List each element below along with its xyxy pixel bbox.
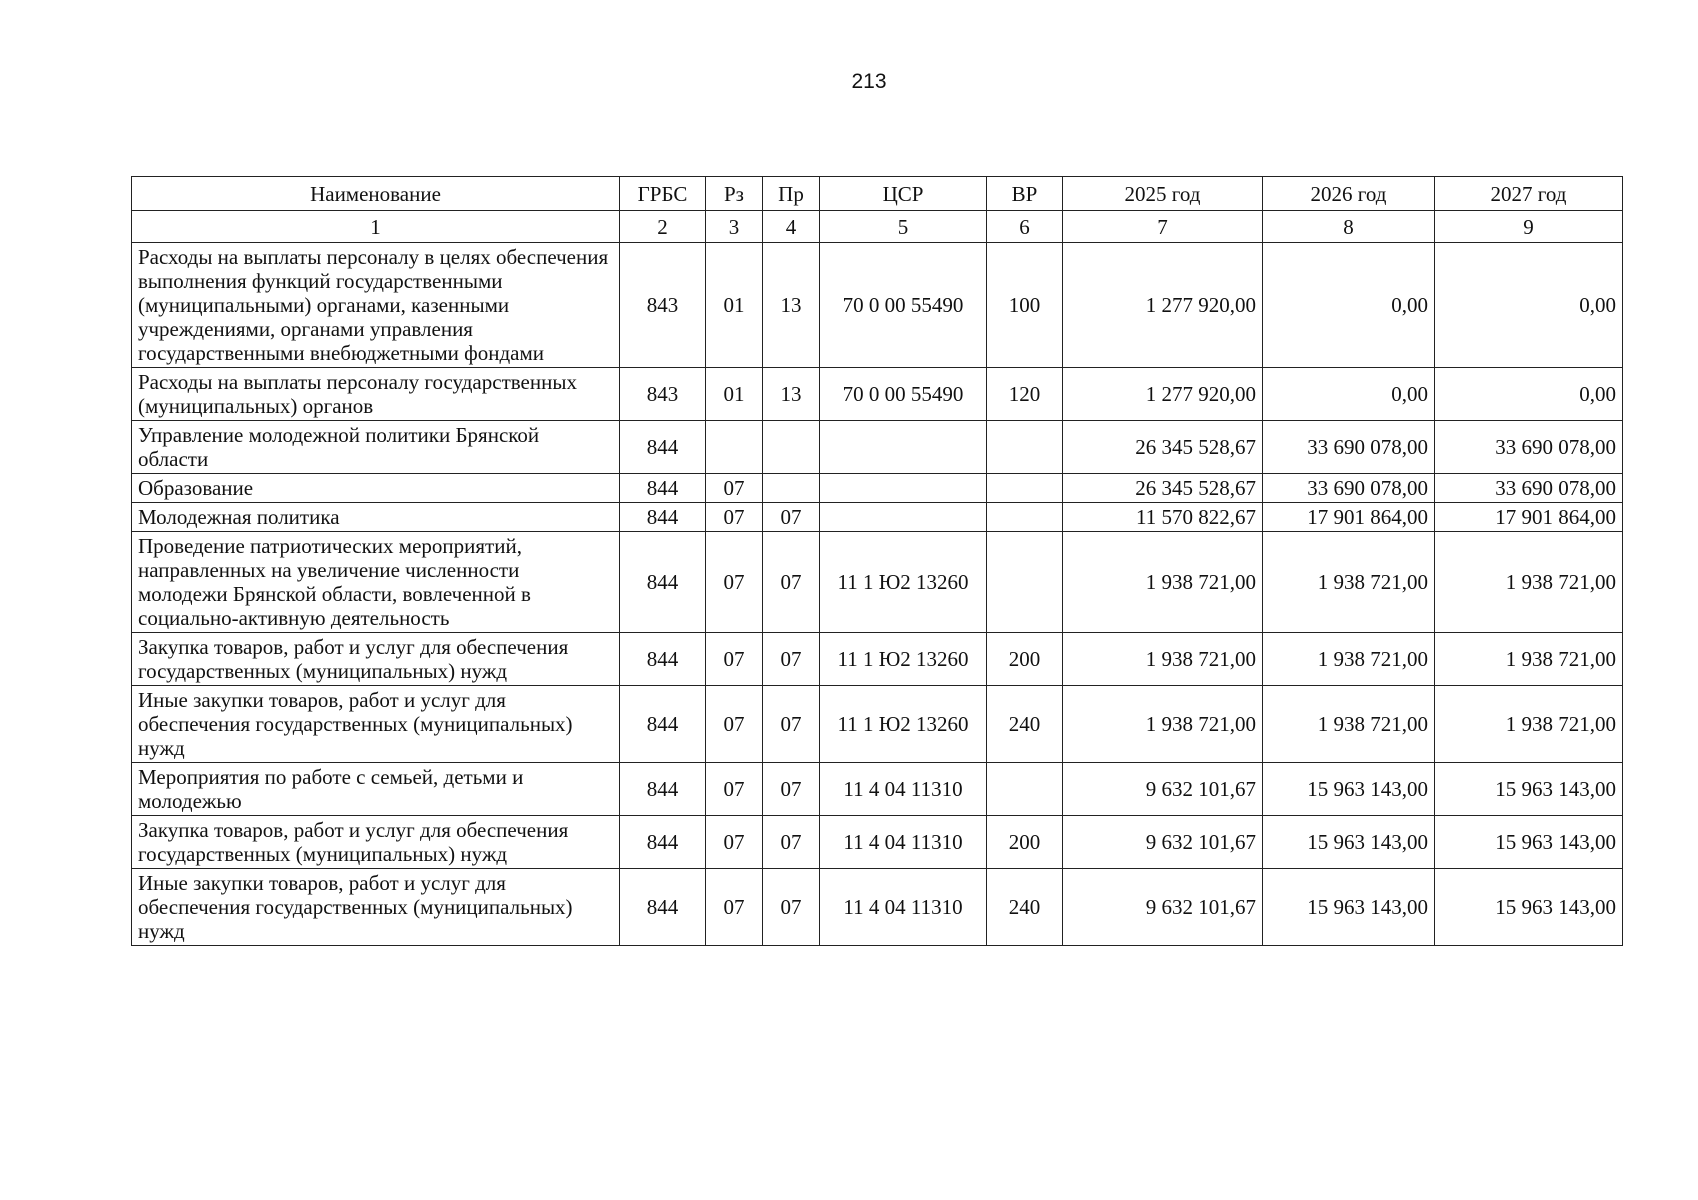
cell-vr: 120 xyxy=(987,368,1063,421)
header-2027: 2027 год xyxy=(1435,177,1623,211)
cell-vr xyxy=(987,503,1063,532)
cell-pr: 07 xyxy=(763,503,820,532)
cell-csr: 11 1 Ю2 13260 xyxy=(820,633,987,686)
table-row xyxy=(132,633,1623,686)
cell-name: Образование xyxy=(132,474,620,503)
cell-2027: 33 690 078,00 xyxy=(1435,421,1623,474)
cell-pr xyxy=(763,421,820,474)
cell-pr: 13 xyxy=(763,368,820,421)
table-row xyxy=(132,532,1623,633)
cell-name: Иные закупки товаров, работ и услуг для обеспечения государственных (муниципальных) нужд xyxy=(132,686,620,763)
table-row xyxy=(132,763,1623,816)
cell-2026: 15 963 143,00 xyxy=(1263,816,1435,869)
cell-name: Проведение патриотических мероприятий, направленных на увеличение численности молодежи Брянской области, вовлеченной в социально-активную деятельность xyxy=(132,532,620,633)
cell-pr: 07 xyxy=(763,763,820,816)
cell-grbs: 844 xyxy=(620,633,706,686)
cell-2027: 0,00 xyxy=(1435,368,1623,421)
col-number: 1 xyxy=(132,211,620,243)
cell-name: Закупка товаров, работ и услуг для обеспечения государственных (муниципальных) нужд xyxy=(132,633,620,686)
col-number: 6 xyxy=(987,211,1063,243)
header-grbs: ГРБС xyxy=(620,177,706,211)
cell-vr: 240 xyxy=(987,686,1063,763)
header-rz: Рз xyxy=(706,177,763,211)
cell-rz: 07 xyxy=(706,503,763,532)
table-row xyxy=(132,421,1623,474)
col-number: 4 xyxy=(763,211,820,243)
table-row xyxy=(132,243,1623,368)
cell-2026: 1 938 721,00 xyxy=(1263,633,1435,686)
cell-vr xyxy=(987,763,1063,816)
cell-2026: 17 901 864,00 xyxy=(1263,503,1435,532)
cell-2025: 26 345 528,67 xyxy=(1063,421,1263,474)
cell-csr: 70 0 00 55490 xyxy=(820,243,987,368)
cell-vr: 240 xyxy=(987,869,1063,946)
col-number: 2 xyxy=(620,211,706,243)
cell-2027: 15 963 143,00 xyxy=(1435,869,1623,946)
cell-2025: 9 632 101,67 xyxy=(1063,869,1263,946)
table-row xyxy=(132,869,1623,946)
cell-grbs: 844 xyxy=(620,763,706,816)
page-number: 213 xyxy=(851,70,887,93)
cell-vr: 200 xyxy=(987,633,1063,686)
cell-name: Управление молодежной политики Брянской области xyxy=(132,421,620,474)
cell-rz: 07 xyxy=(706,474,763,503)
cell-name: Расходы на выплаты персоналу в целях обеспечения выполнения функций государственными (муниципальными) органами, казенными учреждениями, органами управления государственными внебюджетными фондами xyxy=(132,243,620,368)
cell-2025: 1 938 721,00 xyxy=(1063,532,1263,633)
header-2026: 2026 год xyxy=(1263,177,1435,211)
cell-2026: 15 963 143,00 xyxy=(1263,763,1435,816)
cell-csr: 11 1 Ю2 13260 xyxy=(820,686,987,763)
cell-2027: 0,00 xyxy=(1435,243,1623,368)
col-number: 7 xyxy=(1063,211,1263,243)
cell-vr xyxy=(987,421,1063,474)
cell-2026: 15 963 143,00 xyxy=(1263,869,1435,946)
cell-name: Молодежная политика xyxy=(132,503,620,532)
table-row xyxy=(132,503,1623,532)
cell-rz xyxy=(706,421,763,474)
cell-2027: 1 938 721,00 xyxy=(1435,686,1623,763)
cell-pr: 07 xyxy=(763,816,820,869)
cell-rz: 07 xyxy=(706,816,763,869)
table-row xyxy=(132,816,1623,869)
cell-rz: 07 xyxy=(706,532,763,633)
cell-csr: 11 4 04 11310 xyxy=(820,763,987,816)
cell-grbs: 844 xyxy=(620,686,706,763)
cell-2025: 9 632 101,67 xyxy=(1063,763,1263,816)
cell-2025: 1 938 721,00 xyxy=(1063,686,1263,763)
cell-grbs: 844 xyxy=(620,869,706,946)
cell-2025: 1 277 920,00 xyxy=(1063,368,1263,421)
col-number: 8 xyxy=(1263,211,1435,243)
cell-2026: 33 690 078,00 xyxy=(1263,474,1435,503)
cell-csr: 11 4 04 11310 xyxy=(820,869,987,946)
header-2025: 2025 год xyxy=(1063,177,1263,211)
cell-vr xyxy=(987,532,1063,633)
table-row xyxy=(132,474,1623,503)
col-number: 3 xyxy=(706,211,763,243)
col-number: 5 xyxy=(820,211,987,243)
cell-pr: 07 xyxy=(763,633,820,686)
cell-pr: 07 xyxy=(763,686,820,763)
cell-vr: 200 xyxy=(987,816,1063,869)
cell-pr: 07 xyxy=(763,532,820,633)
cell-2025: 1 938 721,00 xyxy=(1063,633,1263,686)
cell-csr xyxy=(820,421,987,474)
cell-2025: 26 345 528,67 xyxy=(1063,474,1263,503)
cell-2027: 33 690 078,00 xyxy=(1435,474,1623,503)
cell-2027: 17 901 864,00 xyxy=(1435,503,1623,532)
cell-2025: 9 632 101,67 xyxy=(1063,816,1263,869)
cell-2027: 15 963 143,00 xyxy=(1435,763,1623,816)
cell-csr: 11 1 Ю2 13260 xyxy=(820,532,987,633)
cell-vr xyxy=(987,474,1063,503)
cell-2025: 1 277 920,00 xyxy=(1063,243,1263,368)
cell-2027: 15 963 143,00 xyxy=(1435,816,1623,869)
table-row xyxy=(132,368,1623,421)
cell-2026: 1 938 721,00 xyxy=(1263,686,1435,763)
cell-2025: 11 570 822,67 xyxy=(1063,503,1263,532)
cell-2027: 1 938 721,00 xyxy=(1435,532,1623,633)
cell-vr: 100 xyxy=(987,243,1063,368)
column-number-row xyxy=(132,211,1623,243)
cell-grbs: 844 xyxy=(620,421,706,474)
header-csr: ЦСР xyxy=(820,177,987,211)
cell-pr xyxy=(763,474,820,503)
cell-csr xyxy=(820,474,987,503)
col-number: 9 xyxy=(1435,211,1623,243)
budget-table xyxy=(131,176,1623,946)
header-row xyxy=(132,177,1623,211)
cell-grbs: 844 xyxy=(620,503,706,532)
cell-rz: 07 xyxy=(706,686,763,763)
cell-rz: 07 xyxy=(706,633,763,686)
cell-pr: 07 xyxy=(763,869,820,946)
cell-name: Мероприятия по работе с семьей, детьми и молодежью xyxy=(132,763,620,816)
cell-rz: 01 xyxy=(706,243,763,368)
cell-name: Расходы на выплаты персоналу государственных (муниципальных) органов xyxy=(132,368,620,421)
cell-rz: 07 xyxy=(706,869,763,946)
cell-pr: 13 xyxy=(763,243,820,368)
cell-2026: 1 938 721,00 xyxy=(1263,532,1435,633)
cell-grbs: 844 xyxy=(620,816,706,869)
header-name: Наименование xyxy=(132,177,620,211)
cell-name: Закупка товаров, работ и услуг для обеспечения государственных (муниципальных) нужд xyxy=(132,816,620,869)
cell-grbs: 844 xyxy=(620,532,706,633)
cell-2026: 0,00 xyxy=(1263,243,1435,368)
cell-grbs: 844 xyxy=(620,474,706,503)
header-vr: ВР xyxy=(987,177,1063,211)
cell-rz: 01 xyxy=(706,368,763,421)
header-pr: Пр xyxy=(763,177,820,211)
cell-csr xyxy=(820,503,987,532)
cell-grbs: 843 xyxy=(620,243,706,368)
cell-rz: 07 xyxy=(706,763,763,816)
cell-grbs: 843 xyxy=(620,368,706,421)
cell-2027: 1 938 721,00 xyxy=(1435,633,1623,686)
cell-csr: 70 0 00 55490 xyxy=(820,368,987,421)
cell-name: Иные закупки товаров, работ и услуг для обеспечения государственных (муниципальных) нужд xyxy=(132,869,620,946)
cell-csr: 11 4 04 11310 xyxy=(820,816,987,869)
cell-2026: 0,00 xyxy=(1263,368,1435,421)
table-row xyxy=(132,686,1623,763)
cell-2026: 33 690 078,00 xyxy=(1263,421,1435,474)
